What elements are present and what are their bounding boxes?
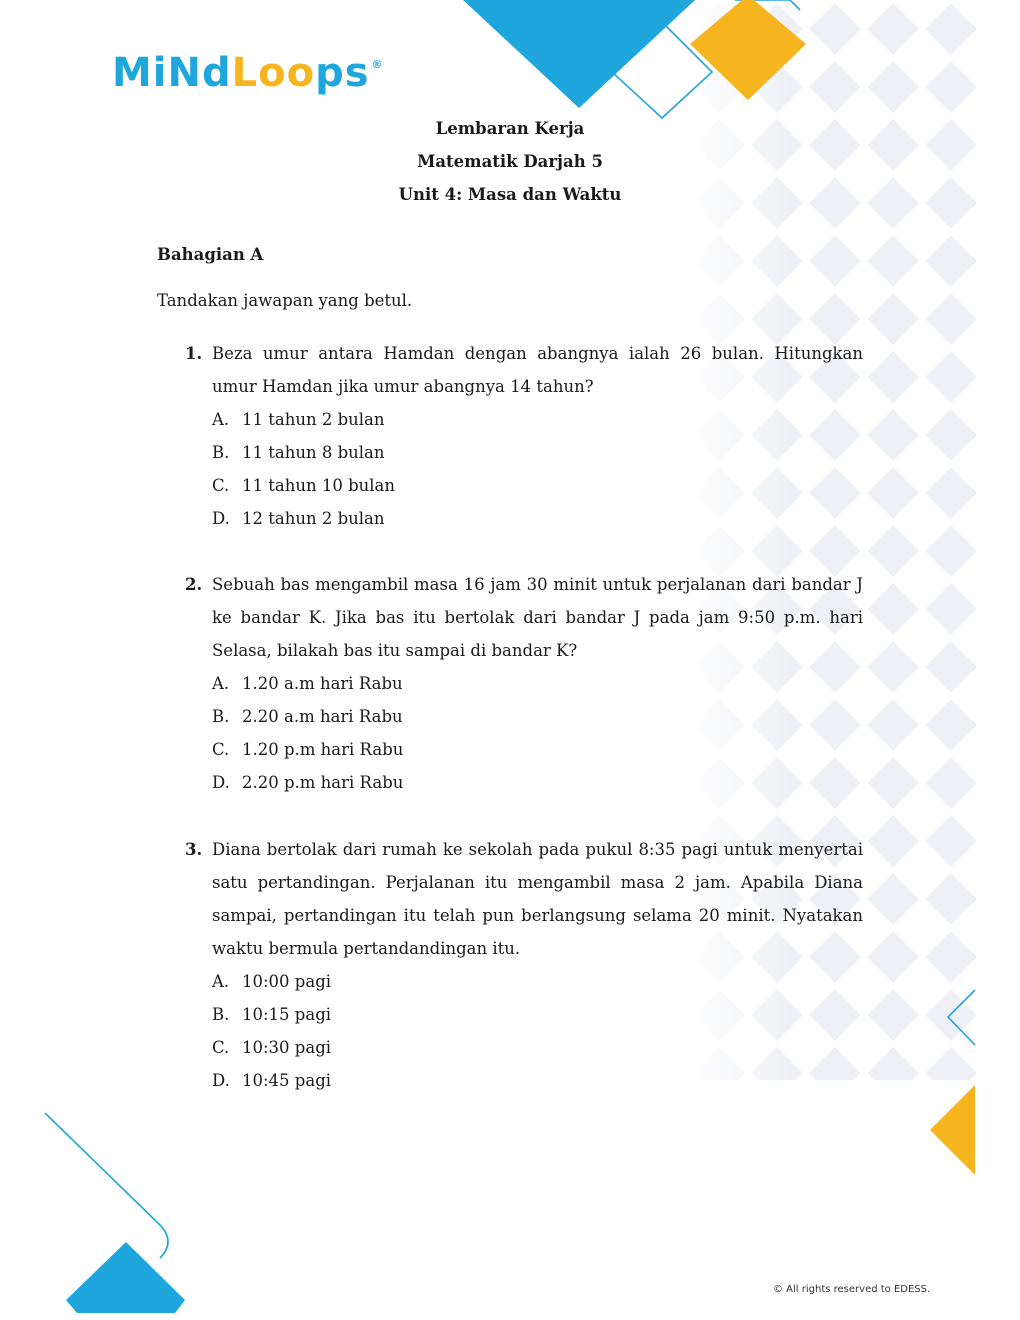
options-list — [212, 403, 863, 535]
question-number: 2. — [185, 575, 203, 594]
option-text: 1.20 p.m hari Rabu — [242, 740, 404, 759]
option-text: 11 tahun 8 bulan — [242, 443, 385, 462]
section-title: Bahagian A — [157, 245, 264, 264]
top-blue-diamond — [463, 0, 695, 108]
option-d[interactable] — [212, 766, 863, 799]
right-yellow-diamond — [930, 1085, 975, 1175]
option-text: 10:30 pagi — [242, 1038, 332, 1057]
option-c[interactable] — [212, 1031, 863, 1064]
bottom-left-line — [45, 1113, 168, 1258]
option-a[interactable] — [212, 965, 863, 998]
option-letter: B. — [212, 707, 230, 726]
option-a[interactable] — [212, 403, 863, 436]
bottom-left-blue-diamond — [66, 1242, 185, 1313]
logo-text-part1: MiNd — [112, 50, 232, 96]
option-c[interactable] — [212, 469, 863, 502]
option-text: 10:45 pagi — [242, 1071, 332, 1090]
option-letter: B. — [212, 443, 230, 462]
question-text: Diana bertolak dari rumah ke sekolah pada pukul 8:35 pagi untuk menyertai satu pertandingan. Perjalanan itu mengambil masa 2 jam. Apabila Diana sampai, pertandingan itu telah pun berlangsung selama 20 minit. Nyatakan waktu bermula pertandandingan itu. — [212, 840, 863, 958]
option-text: 1.20 a.m hari Rabu — [242, 674, 403, 693]
question-1 — [185, 337, 863, 535]
question-text: Beza umur antara Hamdan dengan abangnya ialah 26 bulan. Hitungkan umur Hamdan jika umur abangnya 14 tahun? — [212, 344, 863, 396]
registered-mark: ® — [371, 58, 384, 71]
option-letter: B. — [212, 1005, 230, 1024]
top-yellow-diamond — [690, 0, 806, 100]
option-d[interactable] — [212, 1064, 863, 1097]
header-line-3: Unit 4: Masa dan Waktu — [398, 185, 622, 204]
option-letter: D. — [212, 773, 230, 792]
option-letter: A. — [212, 410, 230, 429]
option-text: 11 tahun 10 bulan — [242, 476, 396, 495]
option-b[interactable] — [212, 998, 863, 1031]
option-text: 2.20 a.m hari Rabu — [242, 707, 403, 726]
question-number: 1. — [185, 344, 203, 363]
option-b[interactable] — [212, 436, 863, 469]
option-b[interactable] — [212, 700, 863, 733]
logo-text-part3: ps — [315, 50, 370, 96]
option-letter: A. — [212, 972, 230, 991]
option-text: 10:15 pagi — [242, 1005, 332, 1024]
logo-text-part2: Loo — [231, 50, 316, 96]
option-letter: C. — [212, 476, 230, 495]
copyright-footer: © All rights reserved to EDESS. — [773, 1284, 931, 1295]
right-outline-diamond — [948, 990, 975, 1045]
option-letter: C. — [212, 740, 230, 759]
option-letter: A. — [212, 674, 230, 693]
option-text: 12 tahun 2 bulan — [242, 509, 385, 528]
question-3 — [185, 833, 863, 1097]
mindloops-logo — [112, 50, 384, 96]
header-line-1: Lembaran Kerja — [435, 119, 585, 138]
option-a[interactable] — [212, 667, 863, 700]
instruction-text: Tandakan jawapan yang betul. — [157, 291, 413, 310]
question-number: 3. — [185, 840, 203, 859]
option-letter: D. — [212, 509, 230, 528]
worksheet-header — [0, 112, 1020, 211]
option-text: 11 tahun 2 bulan — [242, 410, 385, 429]
option-text: 2.20 p.m hari Rabu — [242, 773, 404, 792]
option-letter: C. — [212, 1038, 230, 1057]
option-letter: D. — [212, 1071, 230, 1090]
options-list — [212, 667, 863, 799]
header-line-2: Matematik Darjah 5 — [417, 152, 603, 171]
question-text: Sebuah bas mengambil masa 16 jam 30 minit untuk perjalanan dari bandar J ke bandar K. Jika bas itu bertolak dari bandar J pada jam 9:50 p.m. hari Selasa, bilakah bas itu sampai di bandar K? — [212, 575, 863, 660]
options-list — [212, 965, 863, 1097]
option-d[interactable] — [212, 502, 863, 535]
question-2 — [185, 568, 863, 799]
option-c[interactable] — [212, 733, 863, 766]
option-text: 10:00 pagi — [242, 972, 332, 991]
